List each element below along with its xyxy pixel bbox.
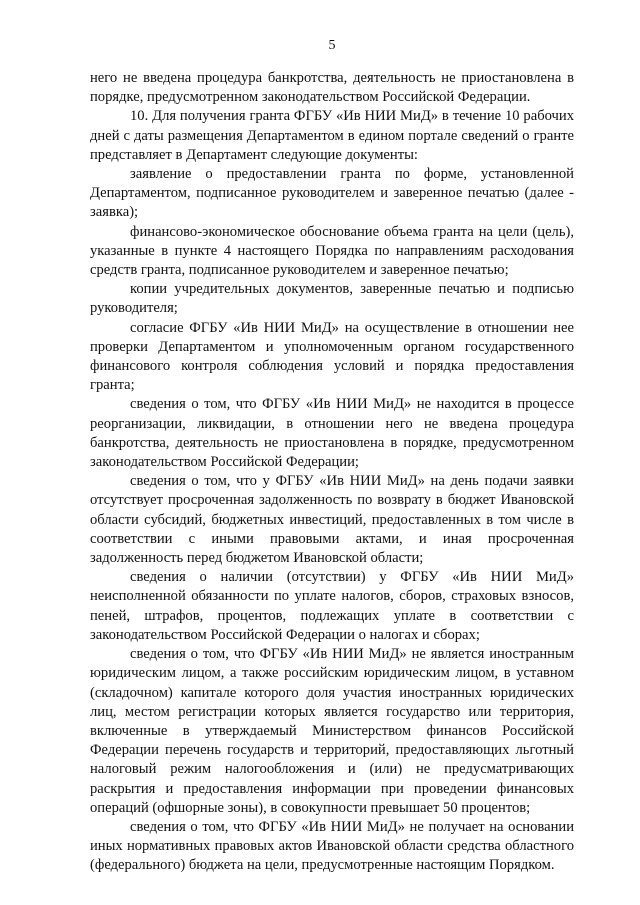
paragraph-continuation: него не введена процедура банкротства, деятельность не приостановлена в порядке, предусмотренном законодательством Российской Федерации. [90,70,574,106]
page-number: 5 [328,38,336,53]
paragraph-no-other-funds: сведения о том, что ФГБУ «Ив НИИ МиД» не получает на основании иных нормативных правовых актов Ивановской области средства областного (федерального) бюджета на цели, предусмотренные настоящим Порядком. [90,818,574,874]
paragraph-consent: согласие ФГБУ «Ив НИИ МиД» на осуществление в отношении нее проверки Департаментом и уполномоченным органом государственного финансового контроля соблюдения условий и порядка предоставления гранта; [90,319,574,394]
paragraph-founding-documents: копии учредительных документов, заверенные печатью и подписью руководителя; [90,281,574,317]
paragraph-not-foreign-entity: сведения о том, что ФГБУ «Ив НИИ МиД» не является иностранным юридическим лицом, а также российским юридическим лицом, в уставном (складочном) капитале которого доля участия иностранных юридических лиц, местом регистрации которых является государство или территория, включенные в утверждаемый Министерством финансов Российской Федерации перечень государств и территорий, предоставляющих льготный налоговый режим налогообложения и (или) не предусматривающих раскрытия и предоставления информации при проведении финансовых операций (офшорные зоны), в совокупности превышает 50 процентов; [90,646,574,816]
paragraph-no-overdue-debt: сведения о том, что у ФГБУ «Ив НИИ МиД» на день подачи заявки отсутствует просроченная задолженность по возврату в бюджет Ивановской области субсидий, бюджетных инвестиций, предоставленных в том числе в соответствии с иными правовыми актами, и иная просроченная задолженность перед бюджетом Ивановской области; [90,473,574,567]
paragraph-financial-justification: финансово-экономическое обоснование объема гранта на цели (цель), указанные в пункте 4 настоящего Порядка по направлениям расходования средств гранта, подписанное руководителем и заверенное печатью; [90,223,574,279]
paragraph-tax-obligations: сведения о наличии (отсутствии) у ФГБУ «Ив НИИ МиД» неисполненной обязанности по уплате налогов, сборов, страховых взносов, пеней, штрафов, процентов, подлежащих уплате в соответствии с законодательством Российской Федерации о налогах и сборах; [90,569,574,643]
paragraph-item-10: 10. Для получения гранта ФГБУ «Ив НИИ МиД» в течение 10 рабочих дней с даты размещения Департаментом в едином портале сведений о гранте представляет в Департамент следующие документы: [90,108,574,163]
paragraph-no-reorganization: сведения о том, что ФГБУ «Ив НИИ МиД» не находится в процессе реорганизации, ликвидации, в отношении него не введена процедура банкротства, деятельность не приостановлена в порядке, предусмотренном законодательством Российской Федерации; [90,396,574,471]
paragraph-application: заявление о предоставлении гранта по форме, установленной Департаментом, подписанное руководителем и заверенное печатью (далее - заявка); [90,166,574,221]
